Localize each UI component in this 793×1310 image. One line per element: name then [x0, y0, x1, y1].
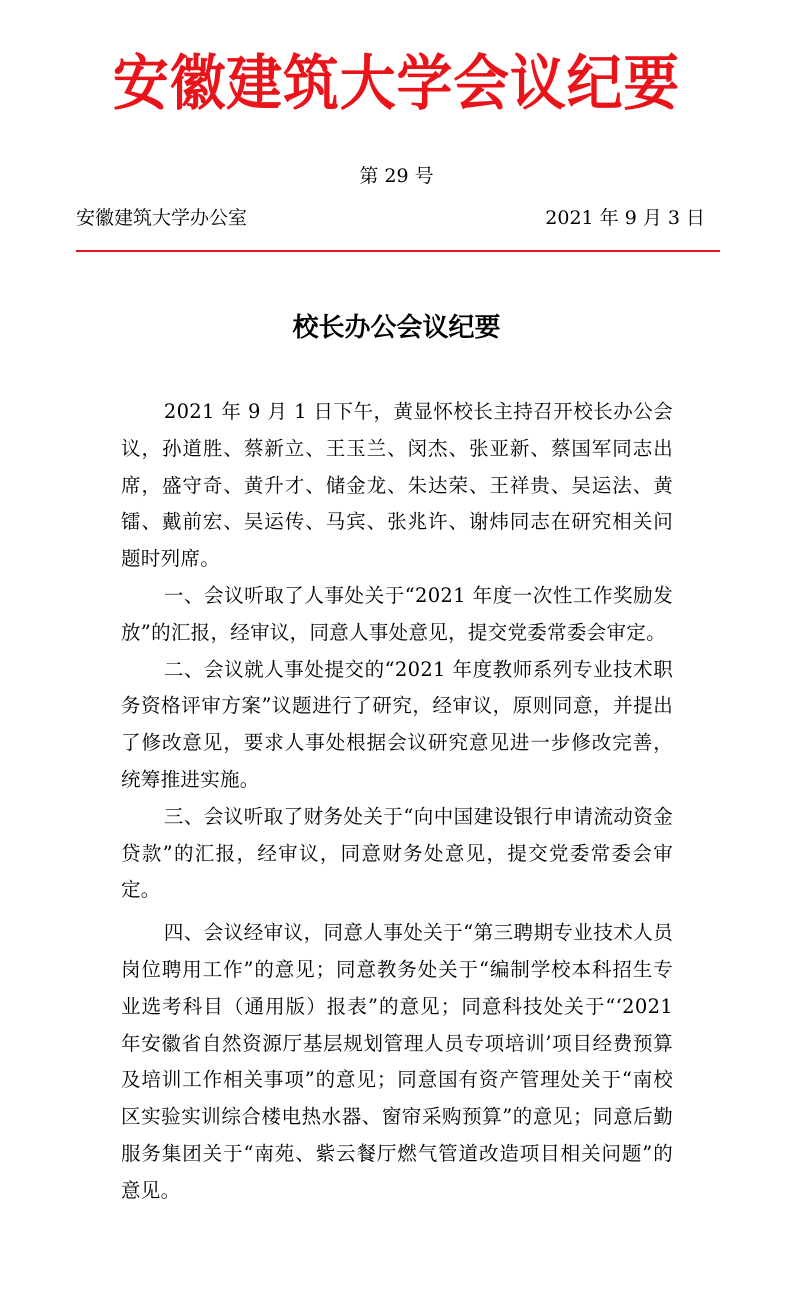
header-divider [76, 250, 720, 252]
paragraph-intro: 2021 年 9 月 1 日下午，黄显怀校长主持召开校长办公会议，孙道胜、蔡新立、王玉兰、闵杰、张亚新、蔡国军同志出席，盛守奇、黄升才、储金龙、朱达荣、王祥贵、吴运法、黄镭、戴前宏、吴运传、马宾、张兆许、谢炜同志在研究相关问题时列席。 [121, 400, 673, 571]
paragraph-item-3: 三、会议听取了财务处关于“向中国建设银行申请流动资金贷款”的汇报，经审议，同意财务处意见，提交党委常委会审定。 [121, 804, 673, 902]
issue-number: 第 29 号 [359, 165, 434, 187]
issuing-office: 安徽建筑大学办公室 [76, 207, 248, 229]
paragraph-item-2: 二、会议就人事处提交的“2021 年度教师系列专业技术职务资格评审方案”议题进行了研究，经审议，原则同意，并提出了修改意见，要求人事处根据会议研究意见进一步修改完善，统筹推进实施。 [121, 657, 673, 791]
paragraph-item-4: 四、会议经审议，同意人事处关于“第三聘期专业技术人员岗位聘用工作”的意见；同意教务处关于“编制学校本科招生专业选考科目（通用版）报表”的意见；同意科技处关于“‘2021 年安徽省自然资源厅基层规划管理人员专项培训’项目经费预算及培训工作相关事项”的意见；同意国有资产管理处关于“南校区实验实训综合楼电热水器、窗帘采购预算”的意见；同意后勤服务集团关于“南苑、紫云餐厅燃气管道改造项目相关问题”的意见。 [121, 921, 673, 1202]
document-title: 校长办公会议纪要 [292, 313, 501, 343]
document-body [121, 394, 673, 1210]
document-header-title: 安徽建筑大学会议纪要 [112, 49, 681, 119]
paragraph-item-1: 一、会议听取了人事处关于“2021 年度一次性工作奖励发放”的汇报，经审议，同意人事处意见，提交党委常委会审定。 [121, 583, 673, 644]
issue-date: 2021 年 9 月 3 日 [545, 207, 705, 229]
